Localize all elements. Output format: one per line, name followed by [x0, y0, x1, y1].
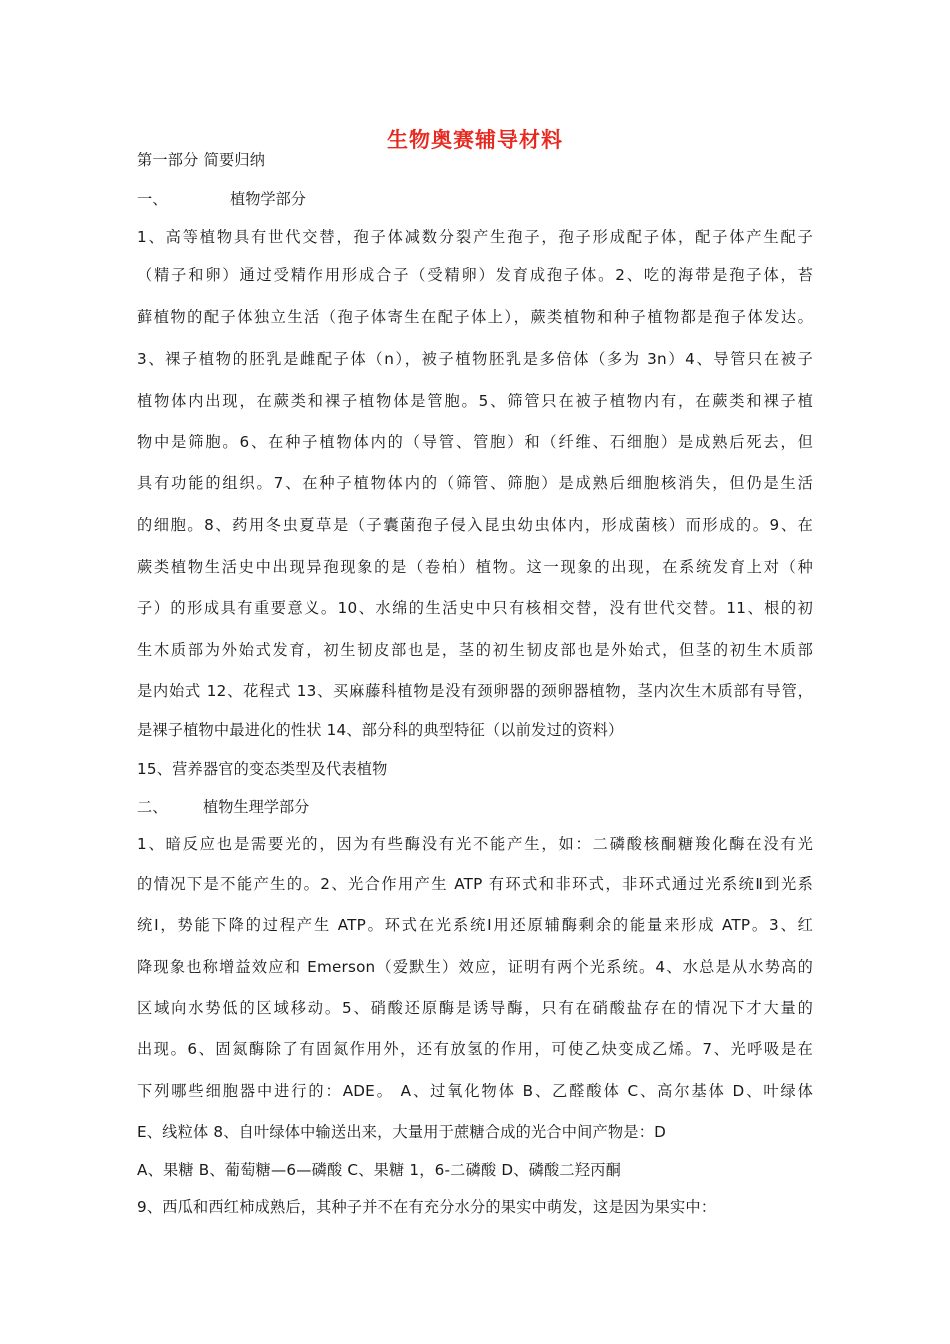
paragraph-line: 1、高等植物具有世代交替，孢子体减数分裂产生孢子，孢子形成配子体，配子体产生配子	[137, 228, 813, 246]
paragraph-line: 9、西瓜和西红柿成熟后，其种子并不在有充分水分的果实中萌发，这是因为果实中：	[137, 1198, 717, 1216]
paragraph-line: 降现象也称增益效应和 Emerson（爱默生）效应，证明有两个光系统。4、水总是从水势高的	[137, 958, 813, 976]
paragraph-line: （精子和卵）通过受精作用形成合子（受精卵）发育成孢子体。2、吃的海带是孢子体，苔	[137, 266, 813, 284]
paragraph-line: 下列哪些细胞器中进行的：ADE。 A、过氧化物体 B、乙醛酸体 C、高尔基体 D、叶绿体	[137, 1082, 813, 1100]
paragraph-line: 出现。6、固氮酶除了有固氮作用外，还有放氢的作用，可使乙炔变成乙烯。7、光呼吸是在	[137, 1040, 813, 1058]
paragraph-line: 是内始式 12、花程式 13、买麻藤科植物是没有颈卵器的颈卵器植物，茎内次生木质部有导管，	[137, 682, 813, 700]
document-title: 生物奥赛辅导材料	[387, 128, 563, 152]
paragraph-line: 1、暗反应也是需要光的，因为有些酶没有光不能产生，如：二磷酸核酮糖羧化酶在没有光	[137, 835, 813, 853]
paragraph-line: 的细胞。8、药用冬虫夏草是（子囊菌孢子侵入昆虫幼虫体内，形成菌核）而形成的。9、在	[137, 516, 813, 534]
section1-number: 一、	[137, 190, 168, 208]
paragraph-line: 15、营养器官的变态类型及代表植物	[137, 760, 388, 778]
paragraph-line: 的情况下是不能产生的。2、光合作用产生 ATP 有环式和非环式，非环式通过光系统Ⅱ到光系	[137, 875, 813, 893]
paragraph-line: 统Ⅰ，势能下降的过程产生 ATP。环式在光系统Ⅰ用还原辅酶剩余的能量来形成 ATP。3、红	[137, 916, 813, 934]
paragraph-line: 子）的形成具有重要意义。10、水绵的生活史中只有核相交替，没有世代交替。11、根的初	[137, 599, 813, 617]
part-label: 第一部分 简要归纳	[137, 151, 266, 169]
paragraph-line: 是裸子植物中最进化的性状 14、部分科的典型特征（以前发过的资料）	[137, 721, 624, 739]
section2-heading: 植物生理学部分	[203, 798, 310, 816]
paragraph-line: 蕨类植物生活史中出现异孢现象的是（卷柏）植物。这一现象的出现，在系统发育上对（种	[137, 558, 813, 576]
section2-number: 二、	[137, 798, 168, 816]
paragraph-line: 3、裸子植物的胚乳是雌配子体（n），被子植物胚乳是多倍体（多为 3n）4、导管只在被子	[137, 350, 813, 368]
paragraph-line: 物中是筛胞。6、在种子植物体内的（导管、管胞）和（纤维、石细胞）是成熟后死去，但	[137, 433, 813, 451]
paragraph-line: 藓植物的配子体独立生活（孢子体寄生在配子体上），蕨类植物和种子植物都是孢子体发达。	[137, 308, 813, 326]
paragraph-line: A、果糖 B、葡萄糖—6—磷酸 C、果糖 1，6-二磷酸 D、磷酸二羟丙酮	[137, 1161, 621, 1179]
paragraph-line: 植物体内出现，在蕨类和裸子植物体是管胞。5、筛管只在被子植物内有，在蕨类和裸子植	[137, 392, 813, 410]
paragraph-line: 生木质部为外始式发育，初生韧皮部也是，茎的初生韧皮部也是外始式，但茎的初生木质部	[137, 641, 813, 659]
section1-heading: 植物学部分	[230, 190, 306, 208]
paragraph-line: 具有功能的组织。7、在种子植物体内的（筛管、筛胞）是成熟后细胞核消失，但仍是生活	[137, 474, 813, 492]
paragraph-line: E、线粒体 8、自叶绿体中输送出来，大量用于蔗糖合成的光合中间产物是：D	[137, 1123, 666, 1141]
paragraph-line: 区域向水势低的区域移动。5、硝酸还原酶是诱导酶，只有在硝酸盐存在的情况下才大量的	[137, 999, 813, 1017]
